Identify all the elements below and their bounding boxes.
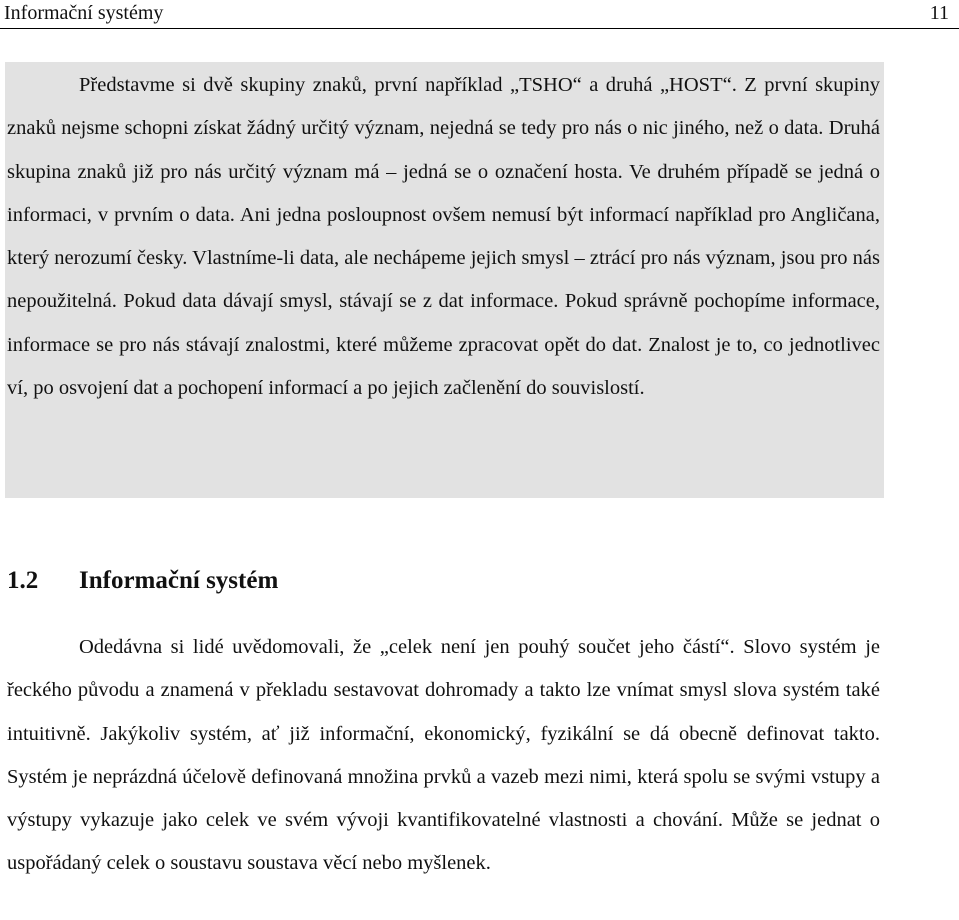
page-header (0, 0, 959, 32)
paragraph-data-vs-information (7, 64, 880, 410)
page-number: 11 (929, 2, 949, 24)
section-number: 1.2 (7, 567, 39, 594)
paragraph-2-text: Odedávna si lidé uvědomovali, že „celek není jen pouhý součet jeho částí“. Slovo systém je řeckého původu a znamená v překladu sestavovat dohromady a takto lze vnímat smysl slova systém také intuitivně. Jakýkoliv systém, ať již informační, ekonomický, fyzikální se dá obecně definovat takto. Systém je neprázdná účelově definovaná množina prvků a vazeb mezi nimi, která spolu se svými vstupy a výstupy vykazuje jako celek ve svém vývoji kvantifikovatelné vlastnosti a chování. Může se jednat o uspořádaný celek o soustavu soustava věcí nebo myšlenek. (7, 636, 880, 875)
paragraph-system-definition (7, 626, 880, 886)
section-heading (7, 563, 278, 599)
running-header-title: Informační systémy (4, 2, 164, 24)
header-divider (0, 28, 959, 29)
section-title: Informační systém (79, 567, 279, 594)
paragraph-1-text: Představme si dvě skupiny znaků, první například „TSHO“ a druhá „HOST“. Z první skupiny znaků nejsme schopni získat žádný určitý význam, nejedná se tedy pro nás o nic jiného, než o data. Druhá skupina znaků již pro nás určitý význam má – jedná se o označení hosta. Ve druhém případě se jedná o informaci, v prvním o data. Ani jedna posloupnost ovšem nemusí být informací například pro Angličana, který nerozumí česky. Vlastníme-li data, ale nechápeme jejich smysl – ztrácí pro nás význam, jsou pro nás nepoužitelná. Pokud data dávají smysl, stávají se z dat informace. Pokud správně pochopíme informace, informace se pro nás stávají znalostmi, které můžeme zpracovat opět do dat. Znalost je to, co jednotlivec ví, po osvojení dat a pochopení informací a po jejich začlenění do souvislostí. (7, 74, 880, 400)
